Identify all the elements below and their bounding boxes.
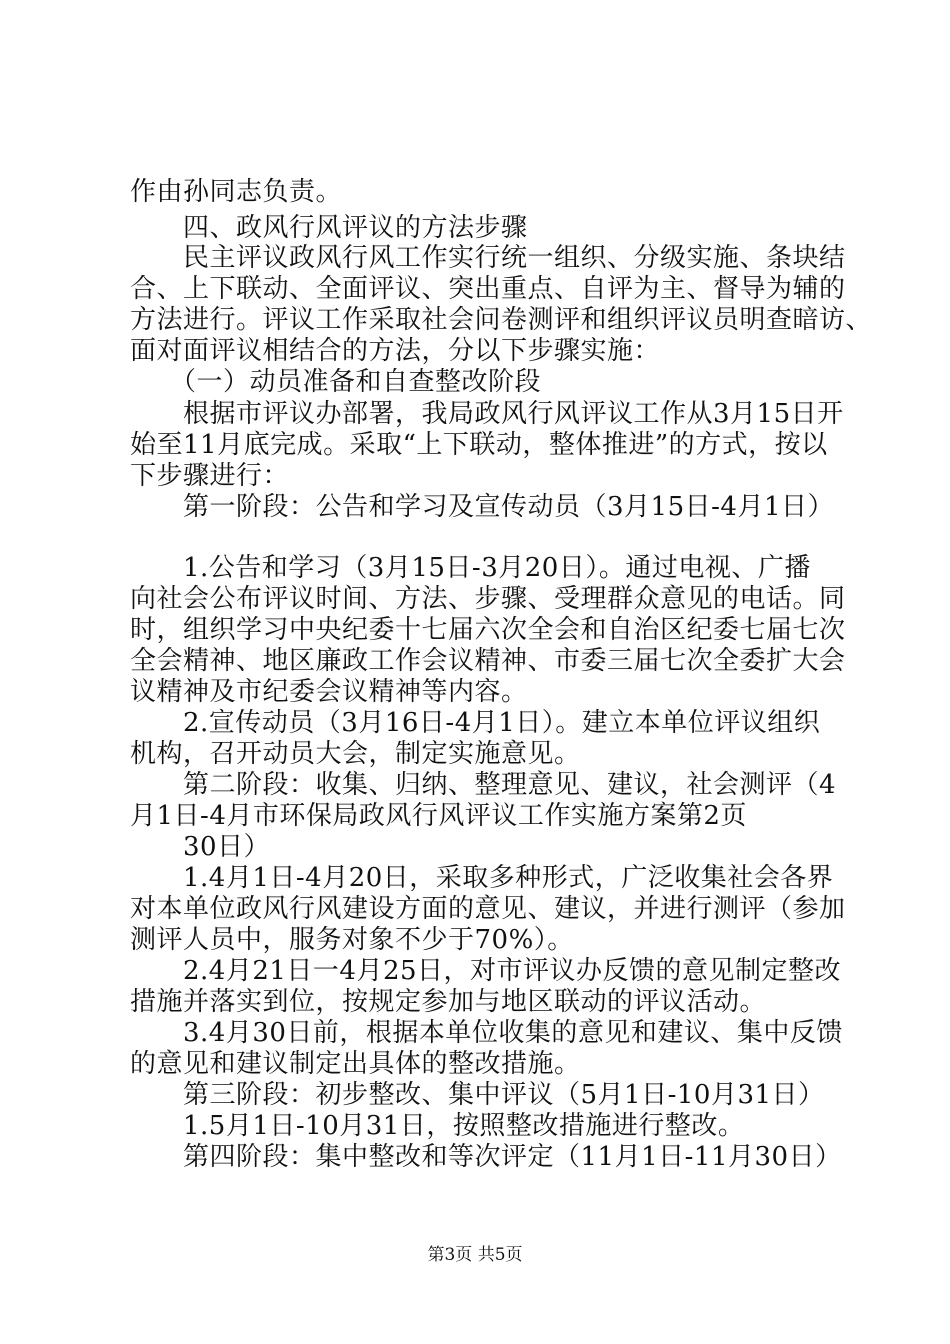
text-line: 30日） xyxy=(130,832,271,862)
text-line: 测评人员中，服务对象不少于70%）。 xyxy=(130,925,574,955)
text-line: 1.公告和学习（3月15日-3月20日）。通过电视、广播 xyxy=(130,553,811,583)
text-line: 时，组织学习中央纪委十七届六次全会和自治区纪委七届七次 xyxy=(130,615,846,645)
text-line: 向社会公布评议时间、方法、步骤、受理群众意见的电话。同 xyxy=(130,584,846,614)
text-line: 下步骤进行： xyxy=(130,461,290,491)
text-line: 始至11月底完成。采取“上下联动，整体推进”的方式，按以 xyxy=(130,430,828,460)
stage-heading: 第四阶段：集中整改和等次评定（11月1日-11月30日） xyxy=(130,1142,842,1172)
stage-heading: 第二阶段：收集、归纳、整理意见、建议，社会测评（4 xyxy=(130,770,837,800)
section-heading: 四、政风行风评议的方法步骤 xyxy=(130,213,528,243)
text-line: 月1日-4月市环保局政风行风评议工作实施方案第2页 xyxy=(130,801,747,831)
text-line: 面对面评议相结合的方法，分以下步骤实施： xyxy=(130,336,661,366)
text-line: 根据市评议办部署，我局政风行风评议工作从3月15日开 xyxy=(130,399,844,429)
text-line: 机构，召开动员大会，制定实施意见。 xyxy=(130,739,581,769)
stage-heading: 第一阶段：公告和学习及宣传动员（3月15日-4月1日） xyxy=(130,492,834,522)
text-line: 全会精神、地区廉政工作会议精神、市委三届七次全委扩大会 xyxy=(130,646,846,676)
text-line: 议精神及市纪委会议精神等内容。 xyxy=(130,677,528,707)
text-line: 3.4月30日前，根据本单位收集的意见和建议、集中反馈 xyxy=(130,1018,843,1048)
text-line: 对本单位政风行风建设方面的意见、建议，并进行测评（参加 xyxy=(130,894,846,924)
text-line: 措施并落实到位，按规定参加与地区联动的评议活动。 xyxy=(130,987,767,1017)
text-line: 合、上下联动、全面评议、突出重点、自评为主、督导为辅的 xyxy=(130,274,846,304)
text-line: 1.5月1日-10月31日，按照整改措施进行整改。 xyxy=(130,1111,745,1141)
text-line: 的意见和建议制定出具体的整改措施。 xyxy=(130,1049,581,1079)
stage-heading: 第三阶段：初步整改、集中评议（5月1日-10月31日） xyxy=(130,1080,825,1110)
text-line: 2.宣传动员（3月16日-4月1日）。建立本单位评议组织 xyxy=(130,708,821,738)
text-line: 作由孙同志负责。 xyxy=(130,177,343,207)
page-number: 第3页 共5页 xyxy=(427,1245,523,1265)
text-line: 2.4月21日一4月25日，对市评议办反馈的意见制定整改 xyxy=(130,956,842,986)
text-line: 民主评议政风行风工作实行统一组织、分级实施、条块结 xyxy=(130,243,846,273)
text-line: 1.4月1日-4月20日，采取多种形式，广泛收集社会各界 xyxy=(130,863,834,893)
subsection-heading: （一）动员准备和自查整改阶段 xyxy=(130,367,542,397)
text-line: 方法进行。评议工作采取社会问卷测评和组织评议员明查暗访、 xyxy=(130,305,873,335)
